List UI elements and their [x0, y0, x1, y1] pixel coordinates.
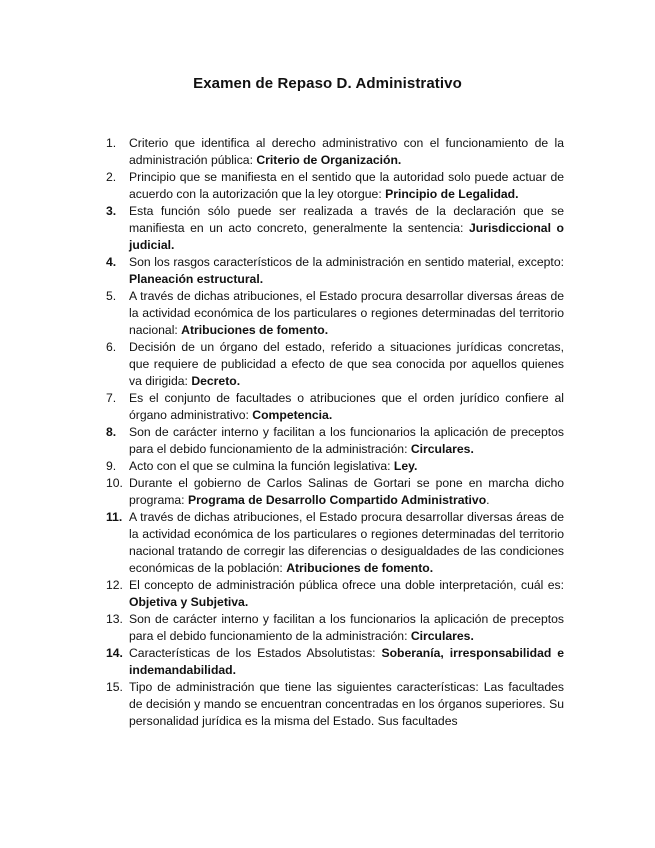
question-text: Es el conjunto de facultades o atribuciones que el orden jurídico confiere al órgano administrativo:	[129, 391, 564, 422]
question-text: Son los rasgos característicos de la administración en sentido material, excepto:	[129, 255, 564, 269]
question-answer: Soberanía, irresponsabilidad e indemandabilidad.	[129, 646, 564, 677]
question-number: 8.	[106, 425, 117, 439]
question-text: El concepto de administración pública ofrece una doble interpretación, cuál es:	[129, 578, 564, 592]
question-text: Esta función sólo puede ser realizada a través de la declaración que se manifiesta en un acto concreto, generalmente la sentencia:	[129, 204, 564, 235]
question-answer: Jurisdiccional o judicial.	[129, 221, 564, 252]
question-text: Criterio que identifica al derecho administrativo con el funcionamiento de la administración pública:	[129, 136, 564, 167]
question-number: 4.	[106, 255, 117, 269]
question-number: 9.	[106, 459, 117, 473]
question-answer: Circulares.	[410, 629, 474, 643]
question-item	[106, 475, 564, 509]
question-item	[106, 288, 564, 339]
question-text: Decisión de un órgano del estado, referido a situaciones jurídicas concretas, que requiere de publicidad a efecto de que sea conocida por aquellos quienes va dirigida:	[129, 340, 564, 388]
question-answer: Planeación estructural.	[129, 272, 264, 286]
question-answer: Atribuciones de fomento.	[181, 323, 329, 337]
question-list	[106, 135, 564, 730]
question-number: 10.	[106, 476, 123, 490]
question-number: 3.	[106, 204, 117, 218]
question-answer: Ley.	[393, 459, 418, 473]
question-answer: Circulares.	[410, 442, 474, 456]
question-item	[106, 458, 564, 475]
question-text: Durante el gobierno de Carlos Salinas de Gortari se pone en marcha dicho programa:	[129, 476, 564, 507]
question-item	[106, 135, 564, 169]
question-answer: Objetiva y Subjetiva.	[129, 595, 249, 609]
question-answer: Competencia.	[252, 408, 333, 422]
question-text: Principio que se manifiesta en el sentido que la autoridad solo puede actuar de acuerdo con la autorización que la ley otorgue:	[129, 170, 564, 201]
question-item	[106, 339, 564, 390]
question-item	[106, 611, 564, 645]
question-text: A través de dichas atribuciones, el Estado procura desarrollar diversas áreas de la actividad económica de los particulares o regiones determinadas del territorio nacional tratando de corregir las diferencias o desigualdades de las condiciones económicas de la población:	[129, 510, 564, 575]
question-item	[106, 203, 564, 254]
question-number: 11.	[106, 510, 123, 524]
question-number: 7.	[106, 391, 117, 405]
question-item	[106, 254, 564, 288]
question-number: 12.	[106, 578, 123, 592]
document-title: Examen de Repaso D. Administrativo	[193, 75, 462, 92]
question-text: Características de los Estados Absolutistas:	[129, 646, 382, 660]
question-answer: Decreto.	[191, 374, 241, 388]
question-text: Son de carácter interno y facilitan a los funcionarios la aplicación de preceptos para el debido funcionamiento de la administración:	[129, 425, 564, 456]
question-text: Son de carácter interno y facilitan a los funcionarios la aplicación de preceptos para el debido funcionamiento de la administración:	[129, 612, 564, 643]
question-answer: Programa de Desarrollo Compartido Administrativo	[187, 493, 487, 507]
question-item	[106, 577, 564, 611]
question-number: 13.	[106, 612, 123, 626]
question-number: 15.	[106, 680, 123, 694]
question-number: 2.	[106, 170, 117, 184]
question-number: 6.	[106, 340, 117, 354]
question-answer: Principio de Legalidad.	[385, 187, 519, 201]
answer-trailing-punctuation: .	[486, 493, 490, 507]
question-item	[106, 169, 564, 203]
question-answer: Criterio de Organización.	[256, 153, 402, 167]
question-item	[106, 424, 564, 458]
question-item	[106, 679, 564, 730]
question-item	[106, 509, 564, 577]
question-item	[106, 390, 564, 424]
question-number: 5.	[106, 289, 117, 303]
question-item	[106, 645, 564, 679]
question-text: A través de dichas atribuciones, el Estado procura desarrollar diversas áreas de la actividad económica de los particulares o regiones determinadas del territorio nacional:	[129, 289, 564, 337]
question-answer: Atribuciones de fomento.	[286, 561, 434, 575]
question-text: Tipo de administración que tiene las siguientes características: Las facultades de decisión y mando se encuentran concentradas en los órganos superiores. Su personalidad jurídica es la misma del Estado. Sus facultades	[129, 680, 564, 728]
question-text: Acto con el que se culmina la función legislativa:	[129, 459, 394, 473]
question-number: 14.	[106, 646, 123, 660]
question-number: 1.	[106, 136, 117, 150]
